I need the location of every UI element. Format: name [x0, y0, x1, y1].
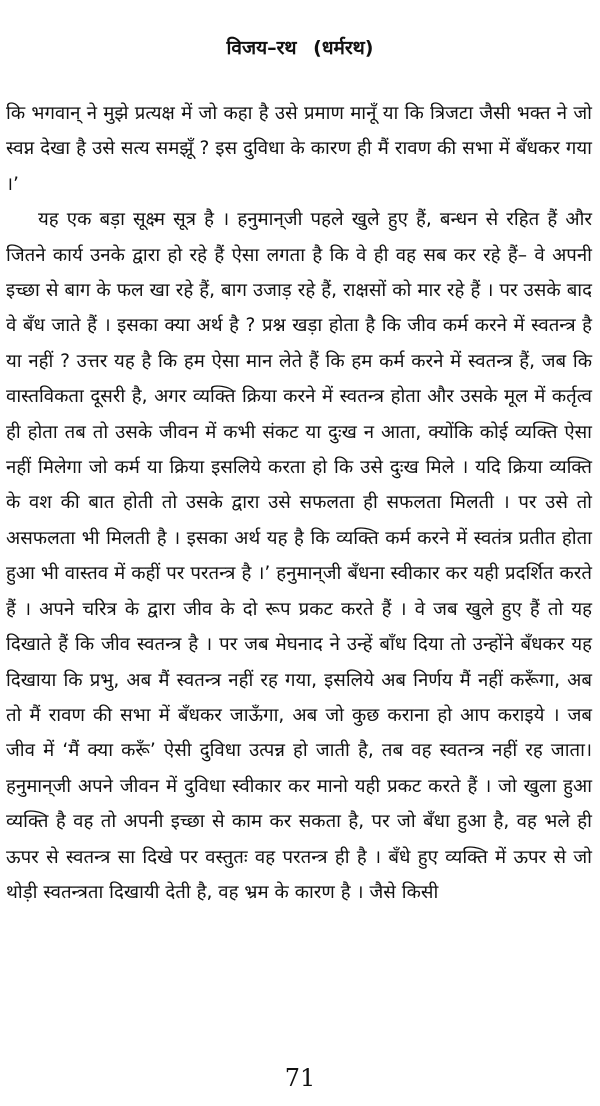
running-header	[0, 36, 600, 60]
chapter-subtitle: (धर्मरथ)	[313, 37, 374, 59]
chapter-title: विजय–रथ	[226, 37, 297, 59]
page-number: 71	[284, 1064, 316, 1092]
body-text	[6, 96, 592, 910]
paragraph: यह एक बड़ा सूक्ष्म सूत्र है । हनुमान्‌जी पहले खुले हुए हैं, बन्धन से रहित हैं और जितने कार्य उनके द्वारा हो रहे हैं ऐसा लगता है कि वे ही वह सब कर रहे हैं– वे अपनी इच्छा से बाग के फल खा रहे हैं, बाग उजाड़ रहे हैं, राक्षसों को मार रहे हैं । पर उसके बाद वे बँध जाते हैं । इसका क्या अर्थ है ? प्रश्न खड़ा होता है कि जीव कर्म करने में स्वतन्त्र है या नहीं ? उत्तर यह है कि हम ऐसा मान लेते हैं कि हम कर्म करने में स्वतन्त्र हैं, जब कि वास्तविकता दूसरी है, अगर व्यक्ति क्रिया करने में स्वतन्त्र होता और उसके मूल में कर्तृत्व ही होता तब तो उसके जीवन में कभी संकट या दुःख न आता, क्योंकि कोई व्यक्ति ऐसा नहीं मिलेगा जो कर्म या क्रिया इसलिये करता हो कि उसे दुःख मिले । यदि क्रिया व्यक्ति के वश की बात होती तो उसके द्वारा उसे सफलता ही सफलता मिलती । पर उसे तो असफलता भी मिलती है । इसका अर्थ यह है कि व्यक्ति कर्म करने में स्वतंत्र प्रतीत होता हुआ भी वास्तव में कहीं पर परतन्त्र है ।’ हनुमान्‌जी बँधना स्वीकार कर यही प्रदर्शित करते हैं । अपने चरित्र के द्वारा जीव के दो रूप प्रकट करते हैं । वे जब खुले हुए हैं तो यह दिखाते हैं कि जीव स्वतन्त्र है । पर जब मेघनाद ने उन्हें बाँध दिया तो उन्होंने बँधकर यह दिखाया कि प्रभु, अब मैं स्वतन्त्र नहीं रह गया, इसलिये अब निर्णय मैं नहीं करूँगा, अब तो मैं रावण की सभा में बँधकर जाऊँगा, अब जो कुछ कराना हो आप कराइये । जब जीव में ‘मैं क्या करूँ’ ऐसी दुविधा उत्पन्न हो जाती है, तब वह स्वतन्त्र नहीं रह जाता। हनुमान्‌जी अपने जीवन में दुविधा स्वीकार कर मानो यही प्रकट करते हैं । जो खुला हुआ व्यक्ति है वह तो अपनी इच्छा से काम कर सकता है, पर जो बँधा हुआ है, वह भले ही ऊपर से स्वतन्त्र सा दिखे पर वस्तुतः वह परतन्त्र ही है । बँधे हुए व्यक्ति में ऊपर से जो थोड़ी स्वतन्त्रता दिखायी देती है, वह भ्रम के कारण है । जैसे किसी	[6, 209, 592, 903]
paragraph-continued: कि भगवान् ने मुझे प्रत्यक्ष में जो कहा है उसे प्रमाण मानूँ या कि त्रिजटा जैसी भक्त ने जो स्वप्न देखा है उसे सत्य समझूँ ? इस दुविधा के कारण ही मैं रावण की सभा में बँधकर गया ।’	[6, 103, 592, 195]
